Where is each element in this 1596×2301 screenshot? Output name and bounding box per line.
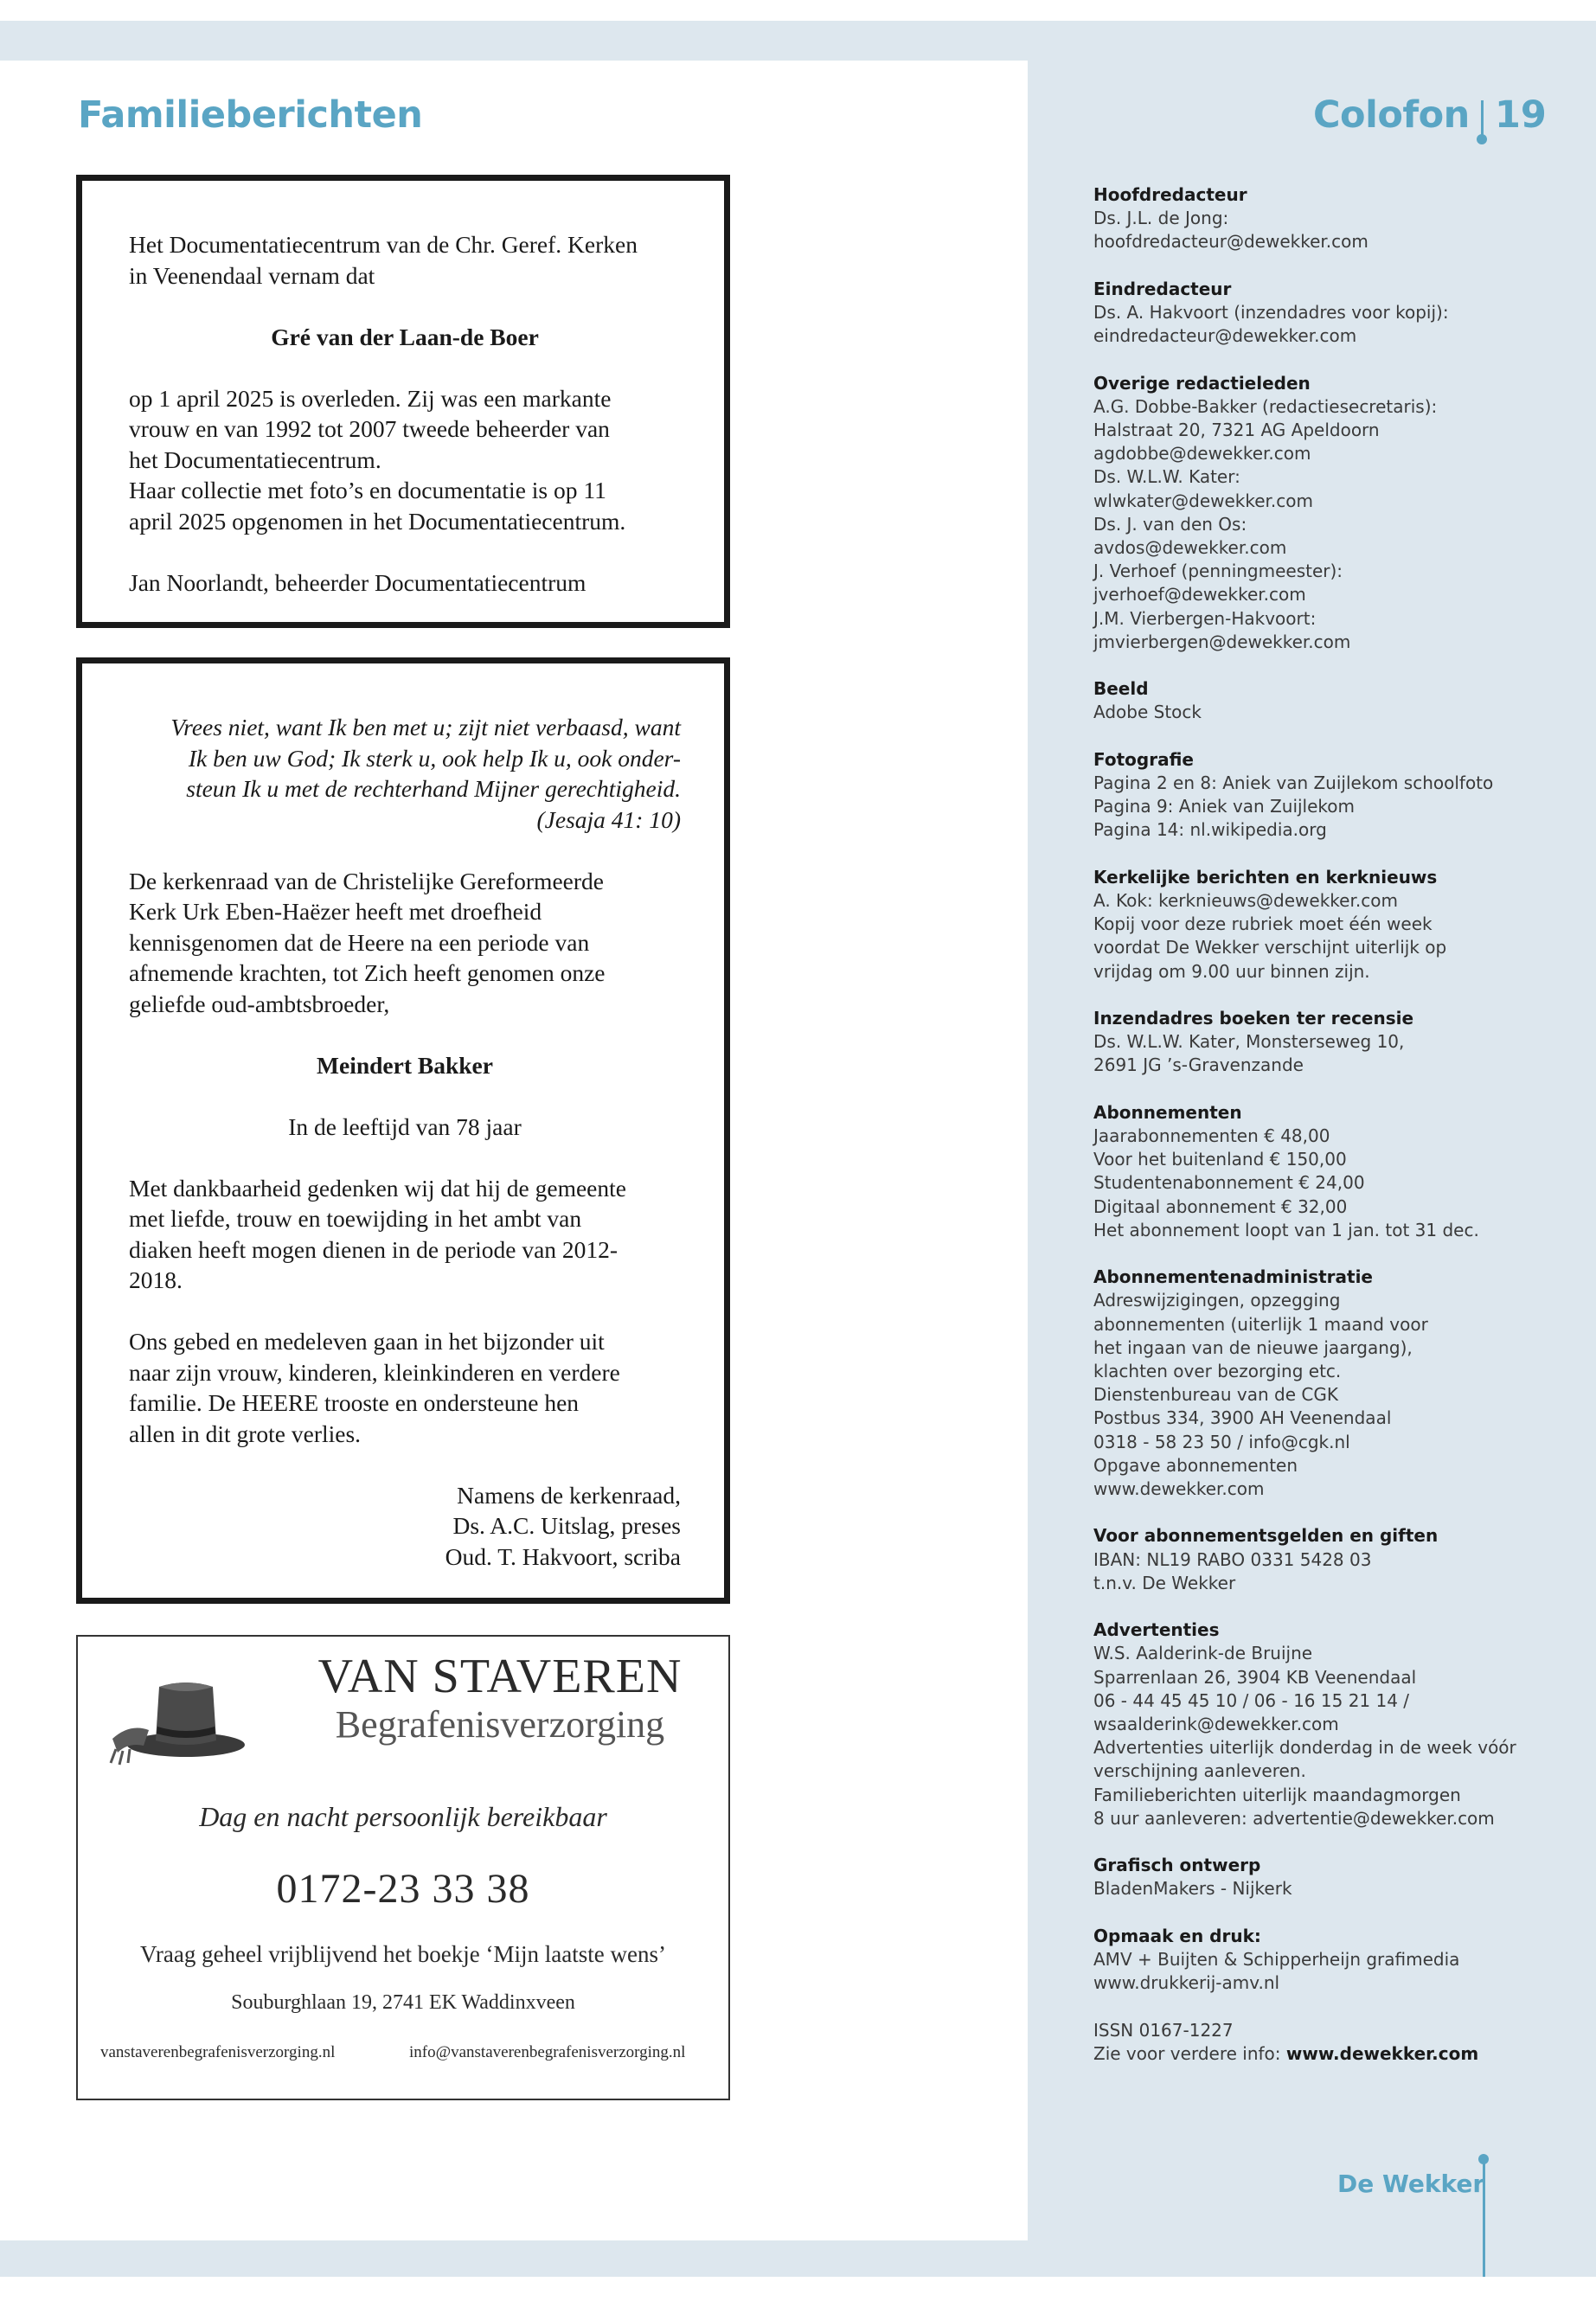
company-subtitle: Begrafenisverzorging <box>335 1703 665 1746</box>
colofon-block <box>1093 372 1526 654</box>
colofon-heading: Hoofdredacteur <box>1093 184 1247 205</box>
top-margin <box>0 0 1596 21</box>
notice-text-line: april 2025 opgenomen in het Documentatiecentrum. <box>129 507 626 535</box>
colofon-line: Familieberichten uiterlijk maandagmorgen <box>1093 1784 1461 1805</box>
ad-request-text: Vraag geheel vrijblijvend het boekje ‘Mijn laatste wens’ <box>140 1941 666 1967</box>
colofon-block <box>1093 1266 1526 1501</box>
colofon-line: 2691 JG ’s-Gravenzande <box>1093 1054 1304 1076</box>
notice-text-line: afnemende krachten, tot Zich heeft genomen onze <box>129 959 606 986</box>
ad-website: vanstaverenbegrafenisverzorging.nl <box>100 2043 336 2061</box>
notice-kerkenraad <box>76 657 730 1604</box>
colofon-line: www.dewekker.com <box>1093 1478 1265 1500</box>
colofon-line: Ds. W.L.W. Kater, Monsterseweg 10, <box>1093 1031 1405 1053</box>
notice-text-line: familie. De HEERE trooste en ondersteune hen <box>129 1389 580 1416</box>
colofon-heading: Opmaak en druk: <box>1093 1925 1261 1946</box>
colofon-line: 06 - 44 45 45 10 / 06 - 16 15 21 14 / <box>1093 1689 1410 1711</box>
more-info-label: Zie voor verdere info: <box>1093 2042 1286 2064</box>
colofon-block <box>1093 866 1526 984</box>
colofon-column <box>1093 183 1526 2066</box>
colofon-block <box>1093 1618 1526 1830</box>
colofon-line: agdobbe@dewekker.com <box>1093 443 1311 465</box>
colofon-heading: Abonnementenadministratie <box>1093 1266 1373 1288</box>
colofon-line: www.drukkerij-amv.nl <box>1093 1972 1280 1994</box>
colofon-heading: Voor abonnementsgelden en giften <box>1093 1525 1439 1547</box>
colofon-line: Adreswijzigingen, opzegging <box>1093 1290 1341 1311</box>
notice-signature: Jan Noorlandt, beheerder Documentatiecentrum <box>129 568 586 596</box>
colofon-line: J. Verhoef (penningmeester): <box>1093 561 1343 582</box>
more-info <box>1093 2042 1526 2066</box>
colofon-block <box>1093 1007 1526 1078</box>
ad-phone-number: 0172-23 33 38 <box>276 1866 530 1912</box>
notice-text-line: naar zijn vrouw, kinderen, kleinkinderen en verdere <box>129 1358 620 1386</box>
notice-text-line: kennisgenomen dat de Heere na een periode van <box>129 928 590 956</box>
ad-address: Souburghlaan 19, 2741 EK Waddinxveen <box>231 1991 575 2014</box>
colofon-heading: Eindredacteur <box>1093 278 1232 299</box>
notice-signature: Namens de kerkenraad, <box>457 1481 681 1509</box>
bible-verse-line: Vrees niet, want Ik ben met u; zijt niet verbaasd, want <box>170 714 681 740</box>
colofon-block <box>1093 1524 1526 1595</box>
colofon-line: jverhoef@dewekker.com <box>1093 584 1306 606</box>
notice-text-line: Met dankbaarheid gedenken wij dat hij de gemeente <box>129 1174 626 1202</box>
colofon-line: Advertenties uiterlijk donderdag in de week vóór <box>1093 1737 1516 1759</box>
colofon-line: wsaalderink@dewekker.com <box>1093 1714 1339 1735</box>
colofon-line: klachten over bezorging etc. <box>1093 1361 1342 1382</box>
colofon-line: 8 uur aanleveren: advertentie@dewekker.com <box>1093 1807 1495 1829</box>
bottom-margin <box>0 2277 1596 2301</box>
colofon-heading: Advertenties <box>1093 1619 1220 1641</box>
colofon-line: Pagina 9: Aniek van Zuijlekom <box>1093 796 1356 817</box>
colofon-line: Ds. J.L. de Jong: <box>1093 208 1229 229</box>
notice-text-line: in Veenendaal vernam dat <box>129 261 375 289</box>
colofon-line: A. Kok: kerknieuws@dewekker.com <box>1093 890 1398 912</box>
colofon-heading: Kerkelijke berichten en kerknieuws <box>1093 866 1438 888</box>
colofon-line: Studentenabonnement € 24,00 <box>1093 1172 1365 1194</box>
colofon-line: Dienstenbureau van de CGK <box>1093 1384 1338 1406</box>
colofon-line: IBAN: NL19 RABO 0331 5428 03 <box>1093 1548 1372 1570</box>
notice-text-line: allen in dit grote verlies. <box>129 1420 362 1447</box>
colofon-line: J.M. Vierbergen-Hakvoort: <box>1093 607 1317 629</box>
colofon-line: Digitaal abonnement € 32,00 <box>1093 1195 1348 1217</box>
colofon-line: avdos@dewekker.com <box>1093 537 1287 559</box>
notice-text-line: De kerkenraad van de Christelijke Gereformeerde <box>129 867 604 894</box>
notice-text-line: met liefde, trouw en toewijding in het ambt van <box>129 1205 582 1232</box>
colofon-line: wlwkater@dewekker.com <box>1093 490 1314 511</box>
notice-signature: Oud. T. Hakvoort, scriba <box>445 1542 681 1570</box>
colofon-line: Opgave abonnementen <box>1093 1454 1298 1476</box>
deceased-name: Gré van der Laan-de Boer <box>271 323 539 350</box>
colofon-line: W.S. Aalderink-de Bruijne <box>1093 1643 1313 1664</box>
bible-verse-line: Ik ben uw God; Ik sterk u, ook help Ik u, ook onder- <box>188 744 681 772</box>
notice-text-line: geliefde oud-ambtsbroeder, <box>129 990 390 1017</box>
top-hat-icon <box>104 1663 251 1766</box>
more-info-link: www.dewekker.com <box>1285 2042 1479 2064</box>
colofon-heading: Overige redactieleden <box>1093 372 1311 394</box>
notice-documentatiecentrum <box>76 175 730 628</box>
notice-text-line: diaken heeft mogen dienen in de periode van 2012- <box>129 1235 619 1263</box>
notice-text-line: op 1 april 2025 is overleden. Zij was een markante <box>129 384 612 412</box>
colofon-heading: Beeld <box>1093 678 1149 700</box>
colofon-line: Ds. J. van den Os: <box>1093 513 1247 535</box>
colofon-heading: Abonnementen <box>1093 1101 1242 1123</box>
colofon-block <box>1093 1101 1526 1242</box>
notice-text-line: vrouw en van 1992 tot 2007 tweede beheerder van <box>129 415 610 442</box>
ad-email: info@vanstaverenbegrafenisverzorging.nl <box>409 2043 686 2061</box>
colofon-line: 0318 - 58 23 50 / info@cgk.nl <box>1093 1431 1350 1452</box>
colofon-heading: Grafisch ontwerp <box>1093 1855 1261 1876</box>
colofon-line: Pagina 14: nl.wikipedia.org <box>1093 819 1327 841</box>
bible-verse-reference: (Jesaja 41: 10) <box>536 805 681 833</box>
colofon-line: Ds. A. Hakvoort (inzendadres voor kopij): <box>1093 302 1449 323</box>
colofon-block <box>1093 1925 1526 1996</box>
colofon-heading: Fotografie <box>1093 748 1194 770</box>
deceased-name: Meindert Bakker <box>317 1051 493 1079</box>
notice-text-line: Het Documentatiecentrum van de Chr. Geref. Kerken <box>129 231 638 258</box>
notice-text-line: Ons gebed en medeleven gaan in het bijzonder uit <box>129 1328 605 1355</box>
colofon-line: Pagina 2 en 8: Aniek van Zuijlekom schoolfoto <box>1093 772 1494 794</box>
company-name: VAN STAVEREN <box>317 1650 683 1703</box>
colofon-line: Sparrenlaan 26, 3904 KB Veenendaal <box>1093 1666 1417 1688</box>
colofon-block <box>1093 278 1526 349</box>
section-title: Familieberichten <box>78 93 423 137</box>
deceased-age: In de leeftijd van 78 jaar <box>288 1112 522 1140</box>
colofon-block <box>1093 677 1526 724</box>
colofon-line: Jaarabonnementen € 48,00 <box>1093 1125 1330 1147</box>
colofon-line: het ingaan van de nieuwe jaargang), <box>1093 1336 1413 1358</box>
funeral-advertisement <box>76 1635 730 2100</box>
page-number: 19 <box>1495 93 1547 137</box>
colofon-heading: Inzendadres boeken ter recensie <box>1093 1008 1414 1029</box>
colofon-line: Kopij voor deze rubriek moet één week <box>1093 913 1433 935</box>
colofon-block <box>1093 183 1526 254</box>
colofon-line: AMV + Buijten & Schipperheijn grafimedia <box>1093 1949 1460 1971</box>
colofon-line: jmvierbergen@dewekker.com <box>1093 631 1351 652</box>
bible-verse-line: steun Ik u met de rechterhand Mijner gerechtigheid. <box>186 775 681 802</box>
notice-text-line: het Documentatiecentrum. <box>129 445 381 473</box>
ad-tagline: Dag en nacht persoonlijk bereikbaar <box>199 1801 607 1832</box>
colofon-title: Colofon <box>1313 93 1470 137</box>
colofon-line: Halstraat 20, 7321 AG Apeldoorn <box>1093 420 1380 440</box>
notice-text-line: 2018. <box>129 1266 183 1293</box>
colofon-line: voordat De Wekker verschijnt uiterlijk op <box>1093 937 1447 958</box>
colofon-line: BladenMakers - Nijkerk <box>1093 1878 1292 1900</box>
colofon-block <box>1093 1854 1526 1900</box>
colofon-line: verschijning aanleveren. <box>1093 1760 1306 1782</box>
colofon-line: abonnementen (uiterlijk 1 maand voor <box>1093 1313 1428 1335</box>
colofon-line: Adobe Stock <box>1093 702 1202 723</box>
colofon-line: vrijdag om 9.00 uur binnen zijn. <box>1093 960 1370 982</box>
notice-signature: Ds. A.C. Uitslag, preses <box>452 1512 681 1539</box>
colofon-line: Voor het buitenland € 150,00 <box>1093 1149 1347 1170</box>
notice-text-line: Haar collectie met foto’s en documentatie is op 11 <box>129 477 606 503</box>
colofon-block <box>1093 748 1526 843</box>
colofon-line: hoofdredacteur@dewekker.com <box>1093 231 1368 253</box>
issn: ISSN 0167-1227 <box>1093 2019 1234 2041</box>
colofon-line: Postbus 334, 3900 AH Veenendaal <box>1093 1407 1392 1429</box>
notice-text-line: Kerk Urk Eben-Haëzer heeft met droefheid <box>129 898 542 925</box>
header-divider-dot <box>1477 134 1487 144</box>
colofon-line: eindredacteur@dewekker.com <box>1093 325 1357 347</box>
colofon-line: A.G. Dobbe-Bakker (redactiesecretaris): <box>1093 395 1438 417</box>
colofon-line: Het abonnement loopt van 1 jan. tot 31 dec. <box>1093 1219 1479 1240</box>
colofon-line: t.n.v. De Wekker <box>1093 1572 1236 1593</box>
colofon-line: Ds. W.L.W. Kater: <box>1093 466 1240 488</box>
footer-brand: De Wekker <box>1337 2170 1485 2198</box>
